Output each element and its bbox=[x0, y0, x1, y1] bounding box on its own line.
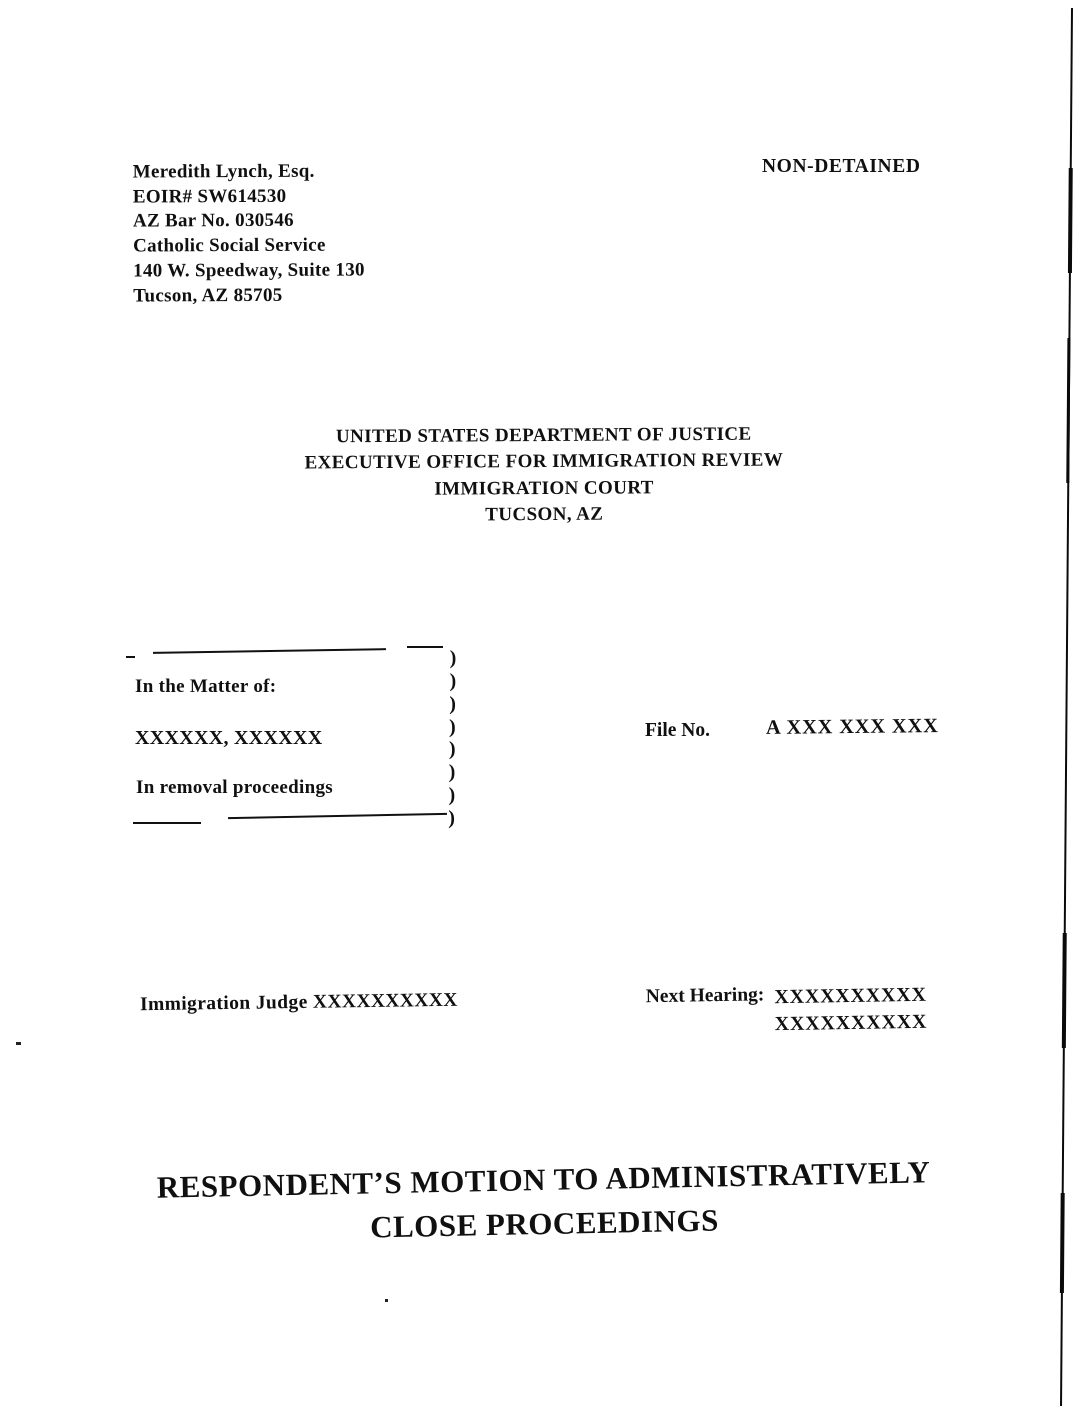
caption-bottom-rule-left bbox=[133, 822, 201, 824]
caption-top-rule-dash bbox=[126, 656, 135, 658]
scan-artifact-blob bbox=[1060, 1193, 1065, 1293]
scan-artifact-blob bbox=[1062, 933, 1067, 1048]
caption-paren: ) bbox=[449, 692, 457, 715]
attorney-info-block bbox=[133, 159, 365, 308]
scan-artifact-speck bbox=[385, 1299, 388, 1302]
next-hearing-block bbox=[646, 982, 928, 1040]
caption-paren: ) bbox=[448, 784, 456, 807]
attorney-name: Meredith Lynch, Esq. bbox=[132, 160, 315, 183]
caption-bottom-rule bbox=[228, 813, 447, 819]
attorney-bar-number: AZ Bar No. 030546 bbox=[132, 210, 294, 232]
caption-top-rule bbox=[153, 648, 386, 654]
caption-paren: ) bbox=[448, 761, 456, 784]
caption-paren: ) bbox=[449, 715, 456, 738]
court-header bbox=[164, 421, 925, 531]
caption-in-matter-of: In the Matter of: bbox=[135, 676, 277, 697]
attorney-address-city: Tucson, AZ 85705 bbox=[133, 284, 283, 307]
attorney-eoir-number: EOIR# SW614530 bbox=[132, 185, 287, 208]
document-title-line1: RESPONDENT’S MOTION TO ADMINISTRATIVELY bbox=[156, 1154, 931, 1205]
attorney-address-street: 140 W. Speedway, Suite 130 bbox=[133, 259, 365, 282]
caption-paren: ) bbox=[448, 806, 456, 829]
scan-artifact-speck bbox=[16, 1042, 21, 1045]
document-title bbox=[0, 1147, 1088, 1257]
caption-paren-column bbox=[448, 648, 456, 828]
attorney-organization: Catholic Social Service bbox=[133, 234, 326, 257]
caption-paren: ) bbox=[449, 646, 457, 670]
scan-artifact-blob bbox=[1066, 338, 1070, 483]
file-number-label: File No. bbox=[645, 720, 710, 741]
caption-proceeding-type: In removal proceedings bbox=[136, 777, 333, 798]
file-number-value: A XXX XXX XXX bbox=[765, 715, 939, 739]
next-hearing-values bbox=[774, 982, 927, 1038]
immigration-judge-line: Immigration Judge XXXXXXXXXX bbox=[139, 989, 458, 1016]
caption-paren: ) bbox=[448, 738, 456, 761]
next-hearing-label: Next Hearing: bbox=[645, 984, 765, 1008]
caption-respondent-name: XXXXXX, XXXXXX bbox=[135, 727, 323, 749]
court-header-office: EXECUTIVE OFFICE FOR IMMIGRATION REVIEW bbox=[304, 449, 784, 474]
next-hearing-value-line1: XXXXXXXXXX bbox=[774, 983, 927, 1009]
scan-artifact-blob bbox=[1068, 168, 1073, 273]
detention-status-label: NON-DETAINED bbox=[762, 156, 921, 177]
document-title-line2: CLOSE PROCEEDINGS bbox=[369, 1202, 720, 1245]
next-hearing-value-line2: XXXXXXXXXX bbox=[774, 1010, 928, 1036]
court-header-location: TUCSON, AZ bbox=[485, 503, 604, 526]
caption-top-rule-right bbox=[407, 646, 443, 648]
court-header-department: UNITED STATES DEPARTMENT OF JUSTICE bbox=[335, 423, 752, 448]
court-header-court: IMMIGRATION COURT bbox=[434, 477, 654, 500]
caption-paren: ) bbox=[449, 669, 457, 692]
